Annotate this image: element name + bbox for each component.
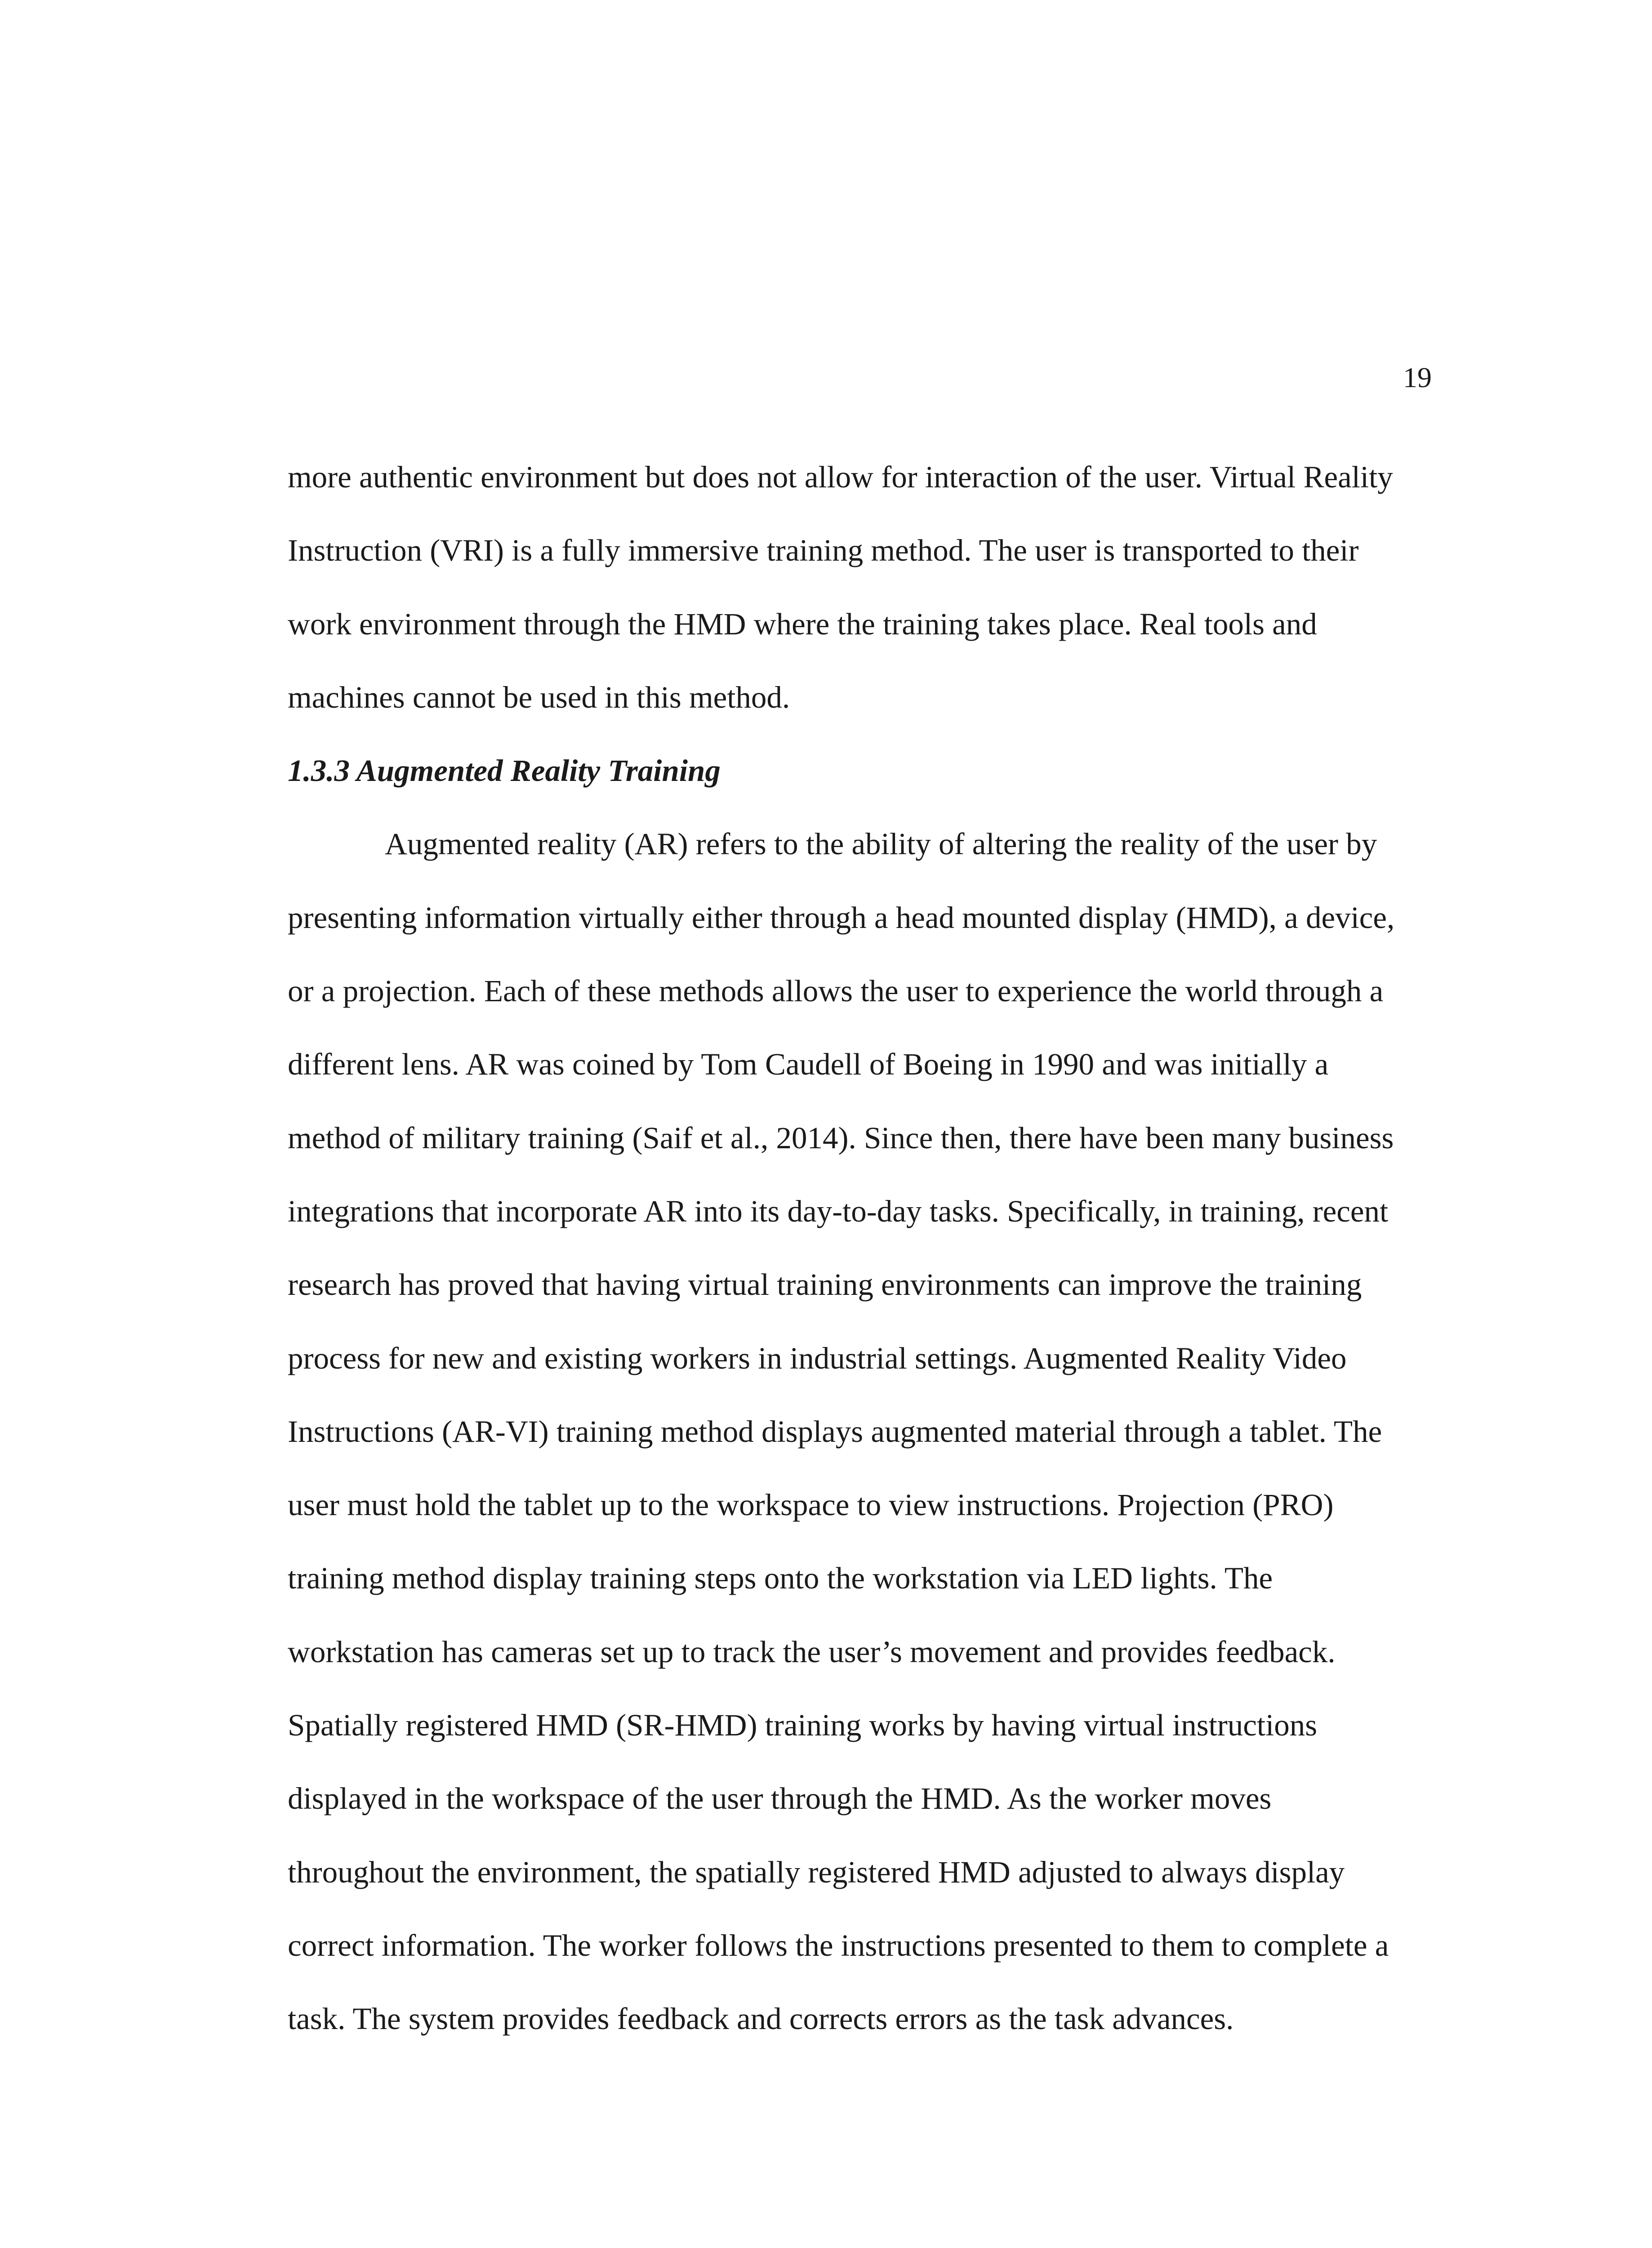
text-line: Instruction (VRI) is a fully immersive training method. The user is transported to their bbox=[288, 533, 1359, 568]
text-line: different lens. AR was coined by Tom Caudell of Boeing in 1990 and was initially a bbox=[288, 1047, 1329, 1082]
document-body bbox=[288, 441, 1438, 2056]
section-heading: 1.3.3 Augmented Reality Training bbox=[288, 754, 721, 788]
text-line: method of military training (Saif et al., 2014). Since then, there have been many business bbox=[288, 1120, 1394, 1155]
paragraph-main bbox=[288, 807, 1438, 2056]
paragraph-continuation bbox=[288, 441, 1438, 734]
text-line: throughout the environment, the spatially registered HMD adjusted to always display bbox=[288, 1855, 1345, 1889]
text-line: integrations that incorporate AR into its day-to-day tasks. Specifically, in training, recent bbox=[288, 1194, 1389, 1228]
text-line: training method display training steps onto the workstation via LED lights. The bbox=[288, 1561, 1273, 1596]
text-line: research has proved that having virtual training environments can improve the training bbox=[288, 1267, 1362, 1302]
text-line: task. The system provides feedback and corrects errors as the task advances. bbox=[288, 2002, 1234, 2036]
text-line: Instructions (AR-VI) training method displays augmented material through a tablet. The bbox=[288, 1414, 1382, 1449]
text-line: presenting information virtually either through a head mounted display (HMD), a device, bbox=[288, 900, 1395, 935]
text-line: Augmented reality (AR) refers to the ability of altering the reality of the user by bbox=[385, 827, 1377, 861]
text-line: workstation has cameras set up to track the user’s movement and provides feedback. bbox=[288, 1634, 1336, 1669]
text-line: process for new and existing workers in industrial settings. Augmented Reality Video bbox=[288, 1341, 1347, 1375]
text-line: work environment through the HMD where the training takes place. Real tools and bbox=[288, 607, 1317, 641]
text-line: or a projection. Each of these methods allows the user to experience the world through a bbox=[288, 974, 1384, 1008]
page-number: 19 bbox=[1403, 361, 1432, 393]
text-line: displayed in the workspace of the user through the HMD. As the worker moves bbox=[288, 1781, 1272, 1816]
text-line: user must hold the tablet up to the workspace to view instructions. Projection (PRO) bbox=[288, 1488, 1334, 1522]
text-line: machines cannot be used in this method. bbox=[288, 680, 790, 714]
text-line: correct information. The worker follows the instructions presented to them to complete a bbox=[288, 1928, 1389, 1963]
text-line: more authentic environment but does not allow for interaction of the user. Virtual Reality bbox=[288, 460, 1393, 494]
text-line: Spatially registered HMD (SR-HMD) training works by having virtual instructions bbox=[288, 1708, 1318, 1743]
